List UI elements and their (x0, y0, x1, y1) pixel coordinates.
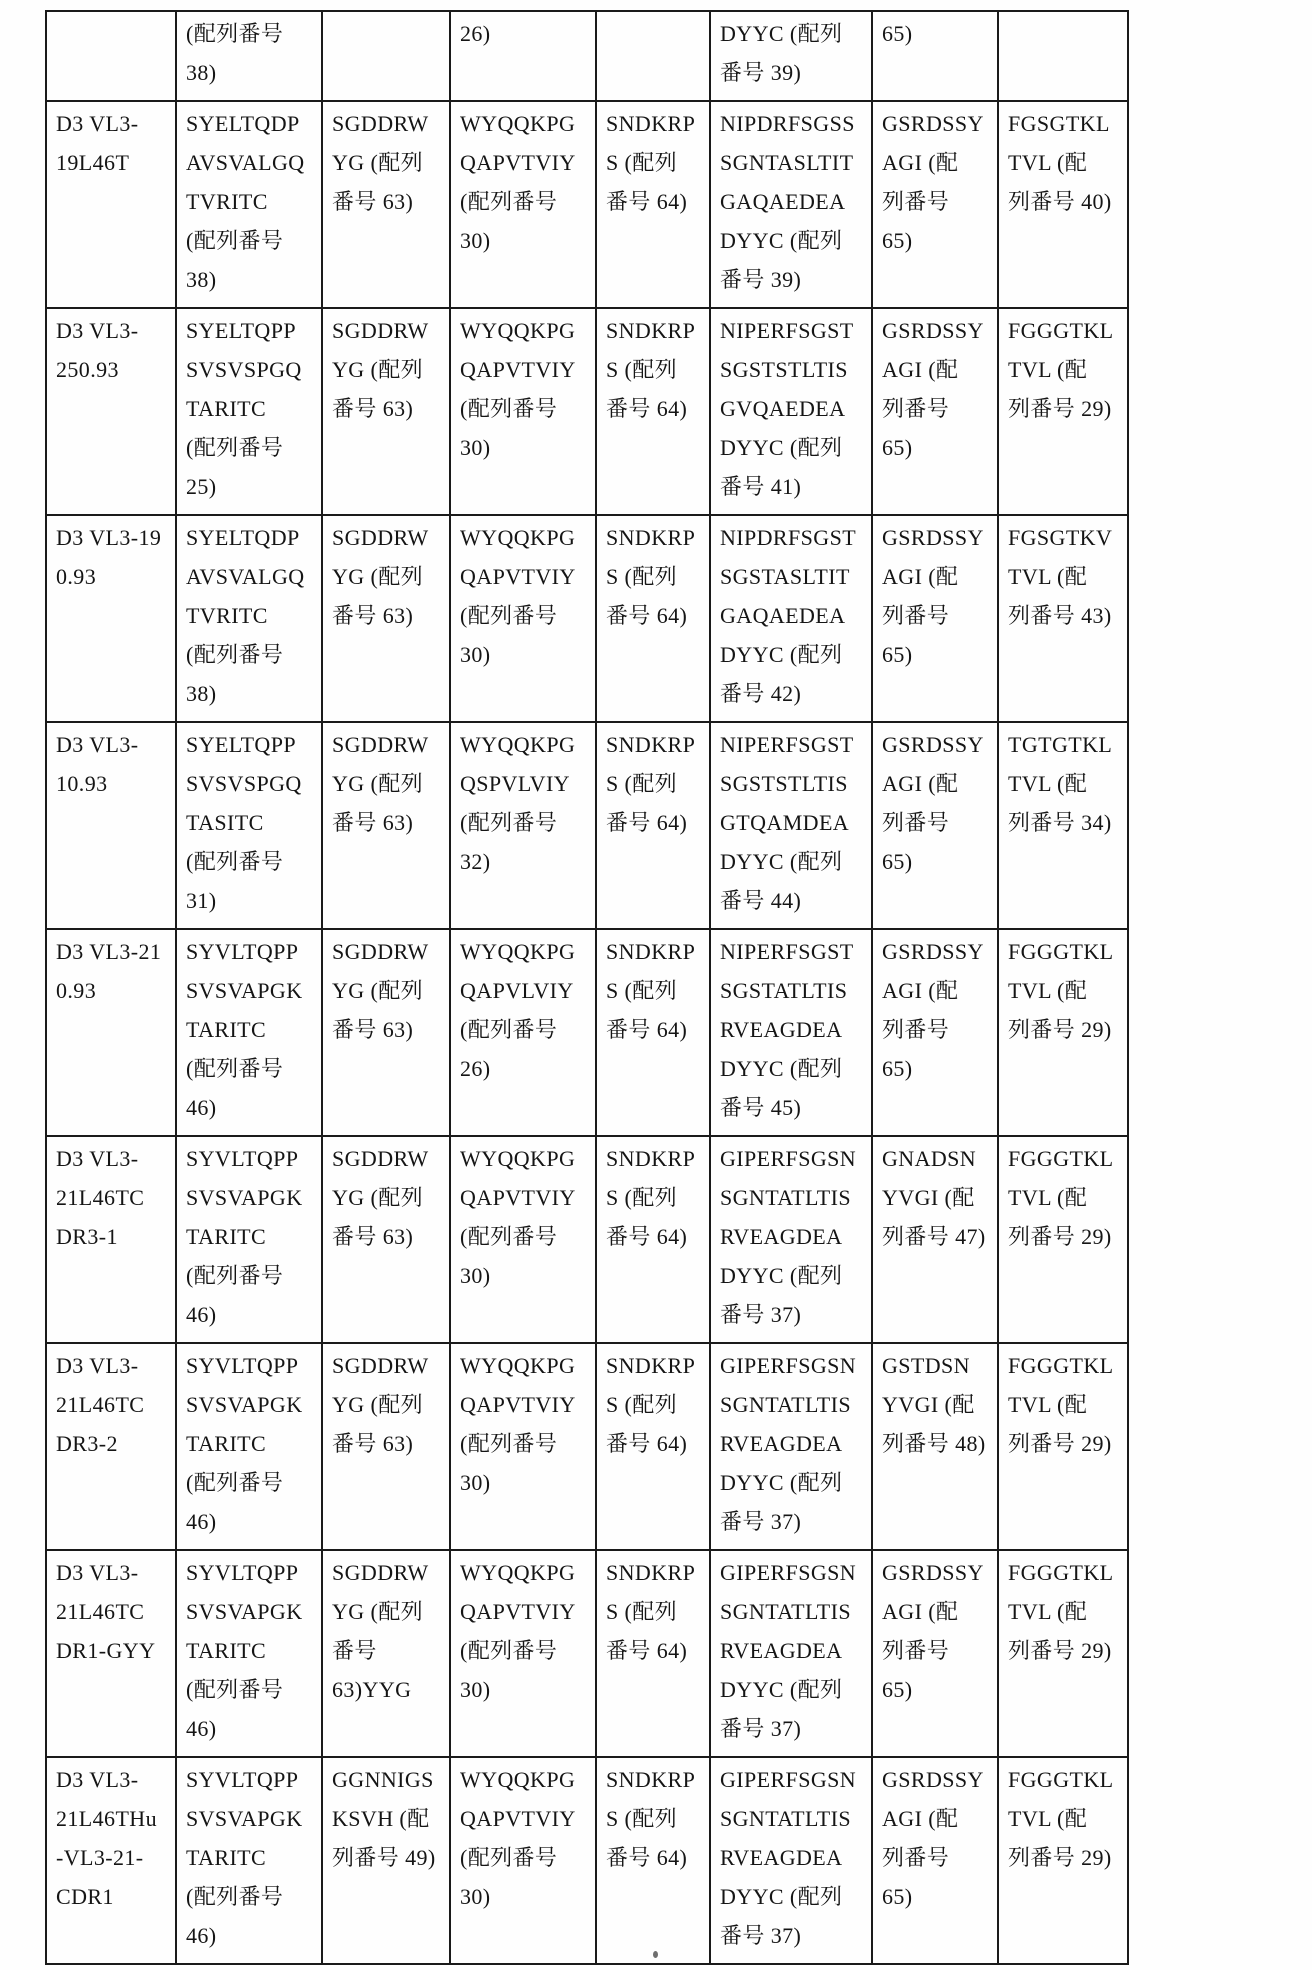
table-cell: NIPDRFSGSS SGNTASLTIT GAQAEDEA DYYC (配列 番号 39) (710, 101, 872, 308)
table-cell: FGSGTKV TVL (配 列番号 43) (998, 515, 1128, 722)
table-cell: GSRDSSY AGI (配 列番号 65) (872, 101, 998, 308)
table-cell: NIPDRFSGST SGSTASLTIT GAQAEDEA DYYC (配列 番号 42) (710, 515, 872, 722)
table-cell: SGDDRW YG (配列 番号 63)YYG (322, 1550, 450, 1757)
table-cell: D3 VL3- 19L46T (46, 101, 176, 308)
table-cell: GGNNIGS KSVH (配 列番号 49) (322, 1757, 450, 1964)
table-cell: WYQQKPG QAPVTVIY (配列番号 30) (450, 1757, 596, 1964)
table-cell: SNDKRP S (配列 番号 64) (596, 722, 710, 929)
table-cell: SGDDRW YG (配列 番号 63) (322, 1343, 450, 1550)
table-cell: SYVLTQPP SVSVAPGK TARITC (配列番号 46) (176, 929, 322, 1136)
table-cell (46, 11, 176, 101)
table-cell: 65) (872, 11, 998, 101)
table-cell: FGGGTKL TVL (配 列番号 29) (998, 929, 1128, 1136)
table-cell: GSRDSSY AGI (配 列番号 65) (872, 929, 998, 1136)
table-cell: WYQQKPG QAPVTVIY (配列番号 30) (450, 1550, 596, 1757)
table-cell: SNDKRP S (配列 番号 64) (596, 101, 710, 308)
table-cell: TGTGTKL TVL (配 列番号 34) (998, 722, 1128, 929)
table-cell: WYQQKPG QAPVTVIY (配列番号 30) (450, 1136, 596, 1343)
ink-speck (653, 1951, 658, 1958)
table-cell: WYQQKPG QAPVTVIY (配列番号 30) (450, 308, 596, 515)
table-cell: GSTDSN YVGI (配 列番号 48) (872, 1343, 998, 1550)
table-cell: SNDKRP S (配列 番号 64) (596, 1343, 710, 1550)
table-cell: D3 VL3- 21L46TC DR3-1 (46, 1136, 176, 1343)
table-cell: WYQQKPG QAPVTVIY (配列番号 30) (450, 515, 596, 722)
table-cell: D3 VL3-21 0.93 (46, 929, 176, 1136)
table-cell: SGDDRW YG (配列 番号 63) (322, 929, 450, 1136)
table-cell: D3 VL3-19 0.93 (46, 515, 176, 722)
table-cell: SNDKRP S (配列 番号 64) (596, 1550, 710, 1757)
table-cell (596, 11, 710, 101)
table-cell: SYELTQPP SVSVSPGQ TARITC (配列番号 25) (176, 308, 322, 515)
table-cell: WYQQKPG QSPVLVIY (配列番号 32) (450, 722, 596, 929)
table-row (46, 1343, 1128, 1550)
table-cell: NIPERFSGST SGSTATLTIS RVEAGDEA DYYC (配列 番号 45) (710, 929, 872, 1136)
table-cell: NIPERFSGST SGSTSTLTIS GVQAEDEA DYYC (配列 番号 41) (710, 308, 872, 515)
table-cell: SYVLTQPP SVSVAPGK TARITC (配列番号 46) (176, 1343, 322, 1550)
sequence-table (45, 10, 1129, 1965)
table-row (46, 101, 1128, 308)
table-cell: SGDDRW YG (配列 番号 63) (322, 515, 450, 722)
table-cell: FGGGTKL TVL (配 列番号 29) (998, 1757, 1128, 1964)
table-row (46, 722, 1128, 929)
table-cell: D3 VL3- 21L46TC DR3-2 (46, 1343, 176, 1550)
table-cell: GSRDSSY AGI (配 列番号 65) (872, 1550, 998, 1757)
table-cell: GSRDSSY AGI (配 列番号 65) (872, 308, 998, 515)
table-cell: SGDDRW YG (配列 番号 63) (322, 101, 450, 308)
table-cell: WYQQKPG QAPVTVIY (配列番号 30) (450, 101, 596, 308)
table-cell (998, 11, 1128, 101)
table-row (46, 308, 1128, 515)
sequence-table-body (46, 11, 1128, 1964)
table-cell: GSRDSSY AGI (配 列番号 65) (872, 515, 998, 722)
table-cell: D3 VL3- 21L46TC DR1-GYY (46, 1550, 176, 1757)
table-row-continuation (46, 11, 1128, 101)
table-cell: SYVLTQPP SVSVAPGK TARITC (配列番号 46) (176, 1550, 322, 1757)
table-cell: SNDKRP S (配列 番号 64) (596, 1757, 710, 1964)
table-row (46, 1136, 1128, 1343)
table-row (46, 515, 1128, 722)
table-cell: FGGGTKL TVL (配 列番号 29) (998, 1136, 1128, 1343)
table-cell: (配列番号 38) (176, 11, 322, 101)
table-cell: DYYC (配列 番号 39) (710, 11, 872, 101)
table-cell: FGGGTKL TVL (配 列番号 29) (998, 308, 1128, 515)
table-cell: D3 VL3- 250.93 (46, 308, 176, 515)
table-cell: D3 VL3- 21L46THu -VL3-21- CDR1 (46, 1757, 176, 1964)
table-cell (322, 11, 450, 101)
table-cell: D3 VL3- 10.93 (46, 722, 176, 929)
table-row (46, 1550, 1128, 1757)
table-cell: GIPERFSGSN SGNTATLTIS RVEAGDEA DYYC (配列 番号 37) (710, 1550, 872, 1757)
table-cell: WYQQKPG QAPVLVIY (配列番号 26) (450, 929, 596, 1136)
table-cell: GSRDSSY AGI (配 列番号 65) (872, 1757, 998, 1964)
table-cell: SYELTQDP AVSVALGQ TVRITC (配列番号 38) (176, 101, 322, 308)
table-cell: GIPERFSGSN SGNTATLTIS RVEAGDEA DYYC (配列 番号 37) (710, 1757, 872, 1964)
table-cell: SNDKRP S (配列 番号 64) (596, 1136, 710, 1343)
table-cell: GNADSN YVGI (配 列番号 47) (872, 1136, 998, 1343)
table-cell: GIPERFSGSN SGNTATLTIS RVEAGDEA DYYC (配列 番号 37) (710, 1343, 872, 1550)
table-row (46, 929, 1128, 1136)
table-cell: WYQQKPG QAPVTVIY (配列番号 30) (450, 1343, 596, 1550)
table-cell: SNDKRP S (配列 番号 64) (596, 515, 710, 722)
table-cell: SGDDRW YG (配列 番号 63) (322, 308, 450, 515)
table-cell: FGGGTKL TVL (配 列番号 29) (998, 1550, 1128, 1757)
table-cell: 26) (450, 11, 596, 101)
table-cell: NIPERFSGST SGSTSTLTIS GTQAMDEA DYYC (配列 番号 44) (710, 722, 872, 929)
table-cell: SNDKRP S (配列 番号 64) (596, 929, 710, 1136)
table-cell: SYELTQPP SVSVSPGQ TASITC (配列番号 31) (176, 722, 322, 929)
table-cell: SYVLTQPP SVSVAPGK TARITC (配列番号 46) (176, 1136, 322, 1343)
table-cell: SNDKRP S (配列 番号 64) (596, 308, 710, 515)
table-cell: FGSGTKL TVL (配 列番号 40) (998, 101, 1128, 308)
table-cell: SGDDRW YG (配列 番号 63) (322, 1136, 450, 1343)
table-cell: GSRDSSY AGI (配 列番号 65) (872, 722, 998, 929)
table-row (46, 1757, 1128, 1964)
table-cell: FGGGTKL TVL (配 列番号 29) (998, 1343, 1128, 1550)
table-cell: SYVLTQPP SVSVAPGK TARITC (配列番号 46) (176, 1757, 322, 1964)
table-cell: GIPERFSGSN SGNTATLTIS RVEAGDEA DYYC (配列 番号 37) (710, 1136, 872, 1343)
table-cell: SYELTQDP AVSVALGQ TVRITC (配列番号 38) (176, 515, 322, 722)
table-cell: SGDDRW YG (配列 番号 63) (322, 722, 450, 929)
